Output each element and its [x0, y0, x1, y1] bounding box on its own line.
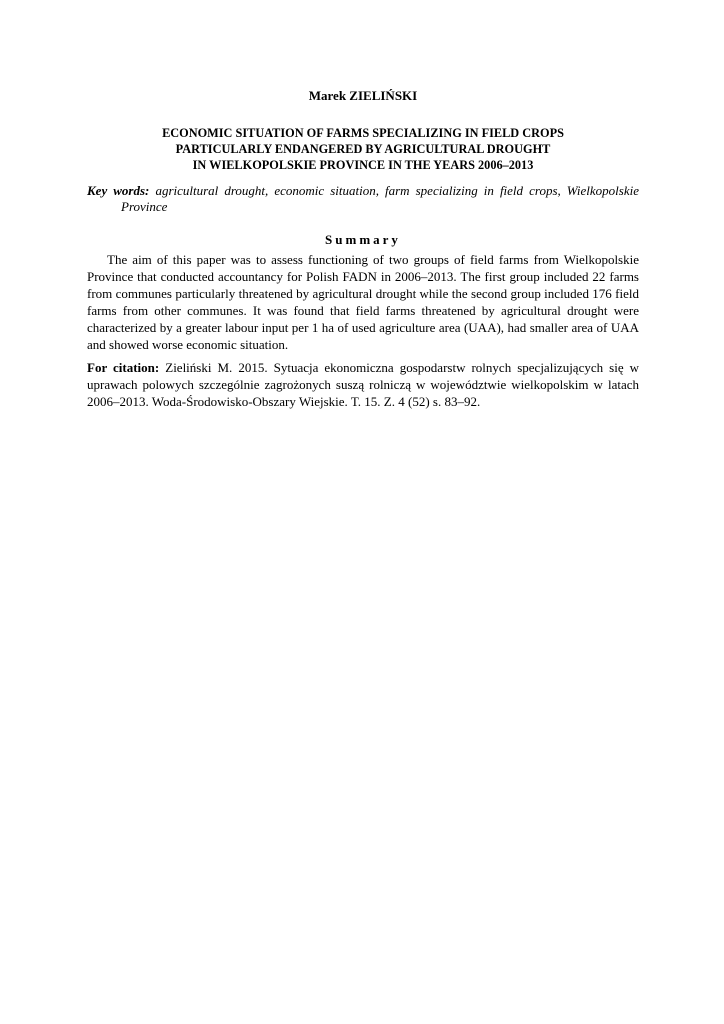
author-name: Marek ZIELIŃSKI [308, 88, 418, 103]
title-line: ECONOMIC SITUATION OF FARMS SPECIALIZING IN FIELD CROPS [162, 126, 564, 140]
paper-title [87, 125, 639, 173]
title-line: IN WIELKOPOLSKIE PROVINCE IN THE YEARS 2006–2013 [192, 158, 534, 172]
citation-label: For citation: [87, 360, 160, 375]
keywords-text: agricultural drought, economic situation, farm specializing in field crops, Wielkopolskie Province [121, 183, 640, 214]
citation-text: Zieliński M. 2015. Sytuacja ekonomiczna gospodarstw rolnych specjalizujących się w uprawach polowych szczególnie zagrożonych suszą rolniczą w województwie wielkopolskim w latach 2006–2013. Woda-Środowisko-Obszary Wiejskie. T. 15. Z. 4 (52) s. 83–92. [87, 360, 640, 409]
keywords [87, 183, 639, 215]
summary-body: The aim of this paper was to assess functioning of two groups of field farms from Wielkopolskie Province that conducted accountancy for Polish FADN in 2006–2013. The first group included 22 farms from communes particularly threatened by agricultural drought while the second group included 176 field farms from other communes. It was found that field farms threatened by agricultural drought were characterized by a greater labour input per 1 ha of used agriculture area (UAA), had smaller area of UAA and showed worse economic situation. [87, 252, 639, 352]
citation [87, 359, 639, 410]
title-line: PARTICULARLY ENDANGERED BY AGRICULTURAL DROUGHT [175, 142, 551, 156]
summary-heading: Summary [325, 232, 401, 247]
keywords-label: Key words: [87, 183, 150, 198]
